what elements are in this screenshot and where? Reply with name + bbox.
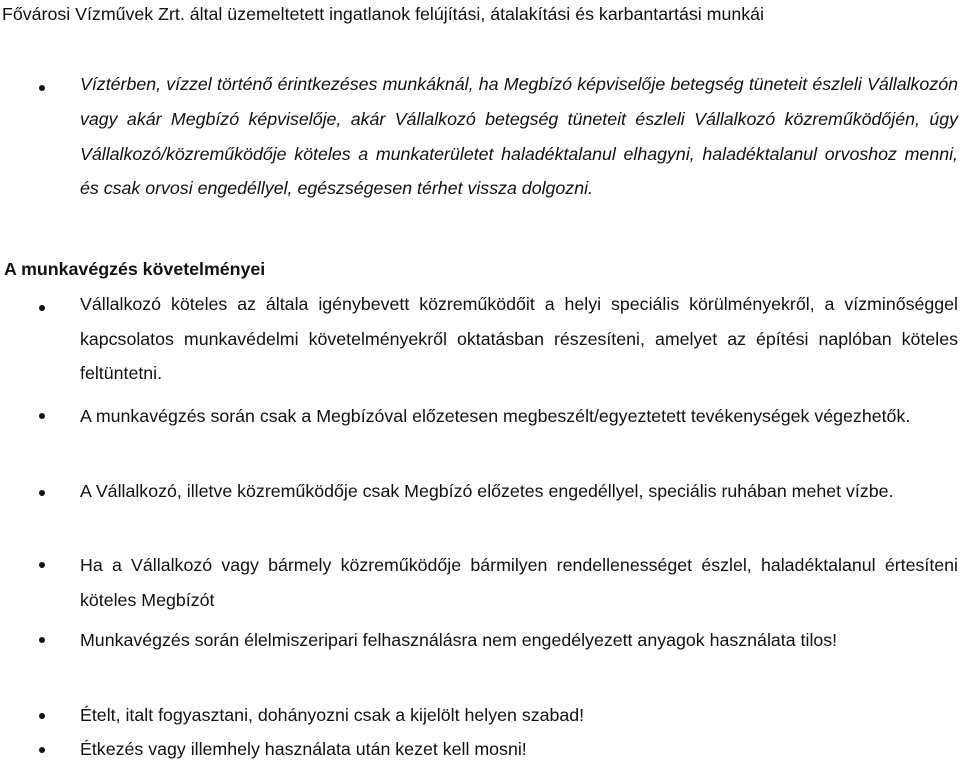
requirement-text: Vállalkozó köteles az általa igénybevett közreműködőit a helyi speciális körülményekről, a vízminőséggel kapcsolatos munkavédelmi követelményekről oktatásban részesíteni, amelyet az építési naplóban köteles feltüntetni.: [80, 294, 958, 383]
bullet-icon: [39, 713, 45, 719]
requirement-text: A munkavégzés során csak a Megbízóval előzetesen megbeszélt/egyeztetett tevékenységek végezhetők.: [80, 406, 911, 426]
intro-paragraph: Víztérben, vízzel történő érintkezéses munkáknál, ha Megbízó képviselője betegség tüneteit észleli Vállalkozón vagy akár Megbízó képviselője, akár Vállalkozó betegség tüneteit észleli Vállalkozó közreműködőjén, úgy Vállalkozó/közreműködője köteles a munkaterületet haladéktalanul elhagyni, haladéktalanul orvoshoz menni, és csak orvosi engedéllyel, egészségesen térhet vissza dolgozni.: [80, 74, 958, 199]
requirement-text: Munkavégzés során élelmiszeripari felhasználásra nem engedélyezett anyagok használata tilos!: [80, 630, 838, 650]
bullet-icon: [39, 562, 45, 568]
bullet-icon: [39, 637, 45, 643]
requirement-text: Étkezés vagy illemhely használata után kezet kell mosni!: [80, 739, 527, 759]
section-heading: A munkavégzés követelményei: [4, 259, 266, 279]
bullet-icon: [39, 747, 45, 753]
bullet-icon: [39, 413, 45, 419]
requirement-text: Ételt, italt fogyasztani, dohányozni csak a kijelölt helyen szabad!: [80, 705, 585, 725]
requirement-text: Ha a Vállalkozó vagy bármely közreműködője bármilyen rendellenességet észlel, haladéktalanul értesíteni köteles Megbízót: [80, 555, 958, 610]
bullet-icon: [39, 305, 45, 311]
bullet-icon: [39, 490, 45, 496]
page-header: Fővárosi Vízművek Zrt. által üzemeltetett ingatlanok felújítási, átalakítási és karbantartási munkái: [2, 4, 764, 24]
requirement-text: A Vállalkozó, illetve közreműködője csak Megbízó előzetes engedéllyel, speciális ruhában mehet vízbe.: [80, 481, 894, 501]
bullet-icon: [39, 85, 45, 91]
